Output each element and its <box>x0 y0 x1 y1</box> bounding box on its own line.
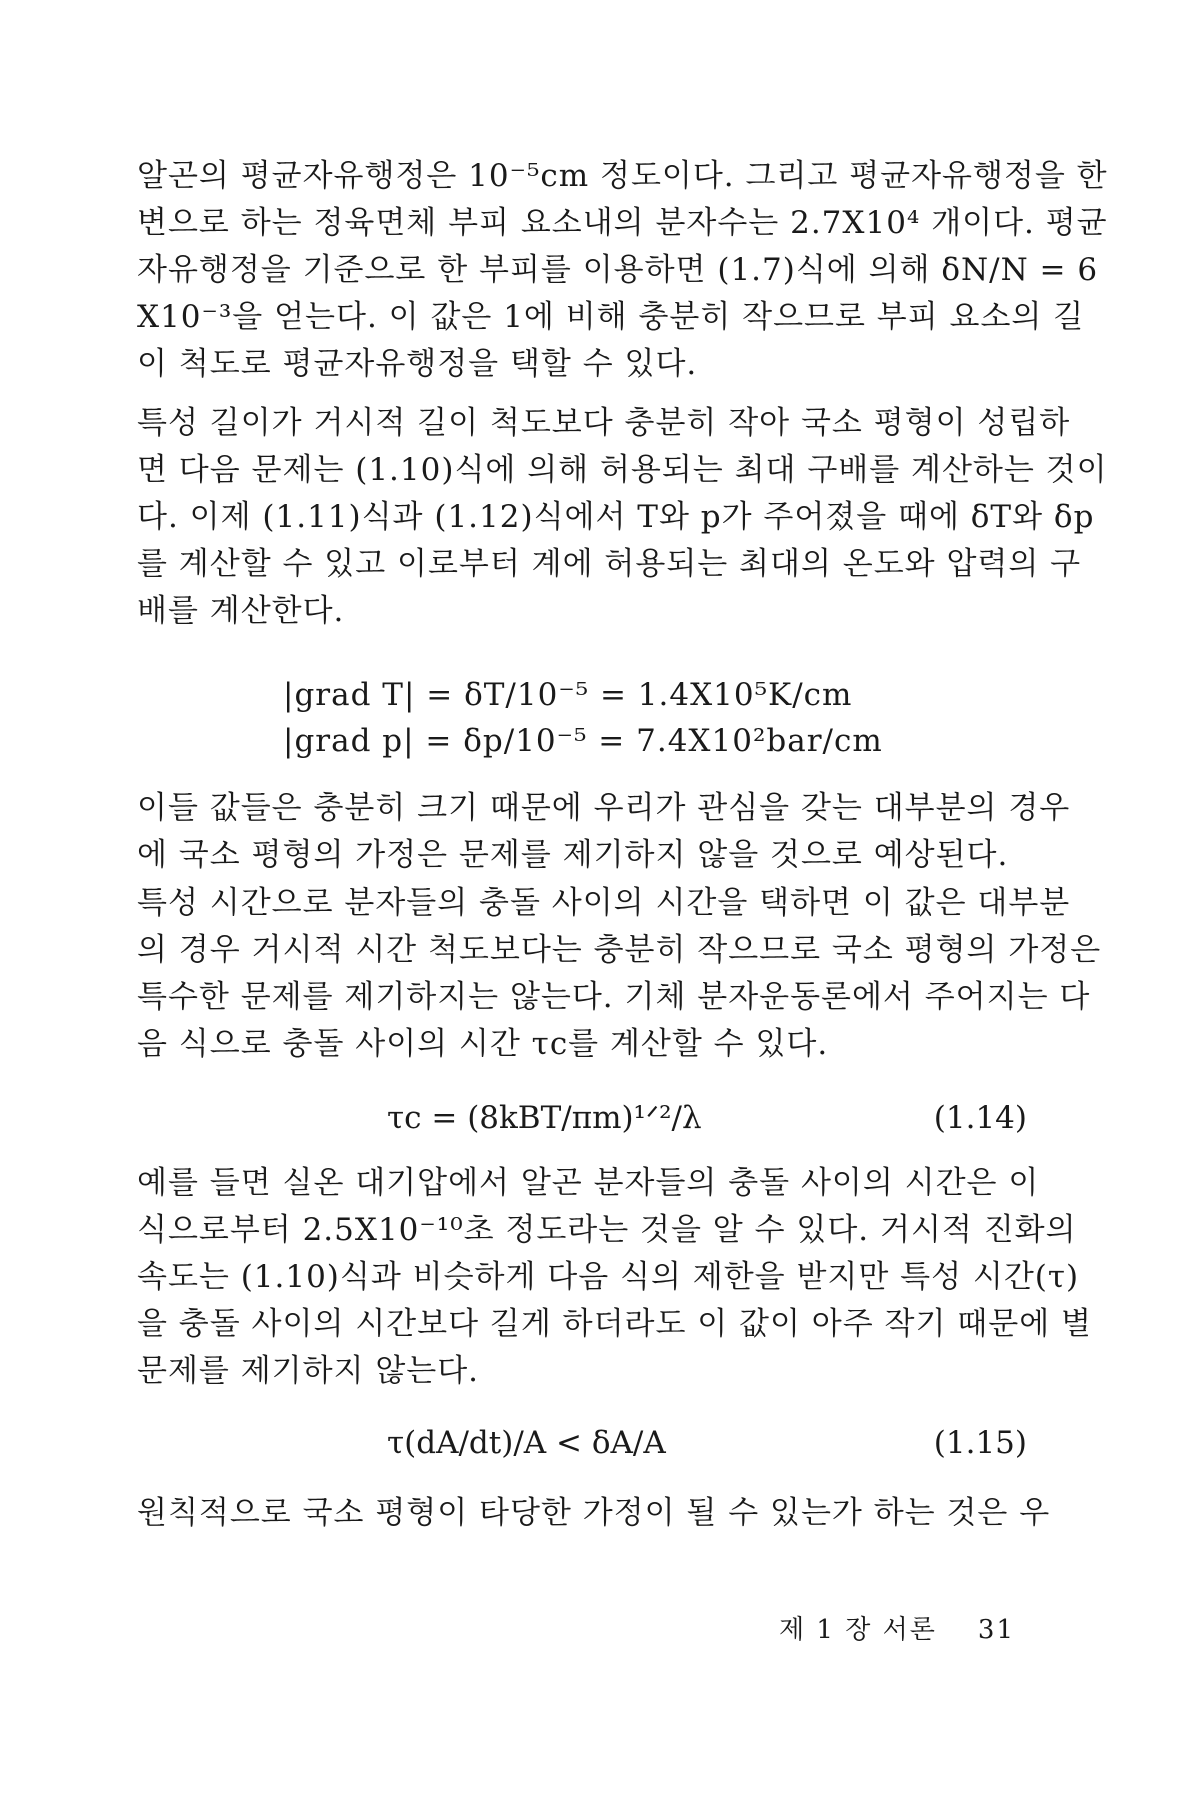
text-line: 을 충돌 사이의 시간보다 길게 하더라도 이 값이 아주 작기 때문에 별 <box>137 1306 1092 1342</box>
paragraph-3 <box>137 785 1071 879</box>
gradient-equations <box>283 672 883 764</box>
paragraph-6 <box>137 1490 1051 1537</box>
text-line: 다. 이제 (1.11)식과 (1.12)식에서 T와 p가 주어졌을 때에 δT와 δp <box>137 499 1095 535</box>
equation-1-14 <box>137 1095 1027 1141</box>
paragraph-1 <box>137 153 1108 388</box>
text-line: 이들 값들은 충분히 크기 때문에 우리가 관심을 갖는 대부분의 경우 <box>137 790 1071 826</box>
chapter-title: 제 1 장 서론 <box>779 1615 937 1645</box>
equation-1-15 <box>137 1420 1027 1466</box>
text-line: X10⁻³을 얻는다. 이 값은 1에 비해 충분히 작으므로 부피 요소의 길 <box>137 299 1085 335</box>
text-line: 문제를 제기하지 않는다. <box>137 1353 480 1389</box>
paragraph-2 <box>137 400 1108 635</box>
equation-text: τc = (8kBT/πm)¹ᐟ²/λ <box>387 1100 702 1136</box>
text-line: 원칙적으로 국소 평형이 타당한 가정이 될 수 있는가 하는 것은 우 <box>137 1495 1051 1531</box>
paragraph-5 <box>137 1160 1092 1395</box>
text-line: 특수한 문제를 제기하지는 않는다. 기체 분자운동론에서 주어지는 다 <box>137 979 1091 1015</box>
text-line: 식으로부터 2.5X10⁻¹⁰초 정도라는 것을 알 수 있다. 거시적 진화의 <box>137 1212 1077 1248</box>
text-line: 이 척도로 평균자유행정을 택할 수 있다. <box>137 346 698 382</box>
text-line: 면 다음 문제는 (1.10)식에 의해 허용되는 최대 구배를 계산하는 것이 <box>137 452 1108 488</box>
page-number: 31 <box>977 1615 1015 1645</box>
text-line: 에 국소 평형의 가정은 문제를 제기하지 않을 것으로 예상된다. <box>137 837 1009 873</box>
text-line: 의 경우 거시적 시간 척도보다는 충분히 작으므로 국소 평형의 가정은 <box>137 932 1102 968</box>
text-line: 알곤의 평균자유행정은 10⁻⁵cm 정도이다. 그리고 평균자유행정을 한 <box>137 158 1108 194</box>
text-line: 배를 계산한다. <box>137 593 345 629</box>
equation-number: (1.15) <box>933 1425 1027 1461</box>
text-line: 특성 시간으로 분자들의 충돌 사이의 시간을 택하면 이 값은 대부분 <box>137 885 1071 921</box>
equation-number: (1.14) <box>933 1100 1027 1136</box>
grad-p-equation: |grad p| = δp/10⁻⁵ = 7.4X10²bar/cm <box>283 723 883 759</box>
text-line: 음 식으로 충돌 사이의 시간 τc를 계산할 수 있다. <box>137 1026 829 1062</box>
text-line: 변으로 하는 정육면체 부피 요소내의 분자수는 2.7X10⁴ 개이다. 평균 <box>137 205 1108 241</box>
page-footer <box>0 1610 1015 1650</box>
text-line: 속도는 (1.10)식과 비슷하게 다음 식의 제한을 받지만 특성 시간(τ) <box>137 1259 1080 1295</box>
paragraph-4 <box>137 880 1102 1068</box>
equation-text: τ(dA/dt)/A < δA/A <box>387 1425 666 1461</box>
text-line: 특성 길이가 거시적 길이 척도보다 충분히 작아 국소 평형이 성립하 <box>137 405 1071 441</box>
text-line: 예를 들면 실온 대기압에서 알곤 분자들의 충돌 사이의 시간은 이 <box>137 1165 1040 1201</box>
grad-t-equation: |grad T| = δT/10⁻⁵ = 1.4X10⁵K/cm <box>283 677 853 713</box>
text-line: 자유행정을 기준으로 한 부피를 이용하면 (1.7)식에 의해 δN/N = 6 <box>137 252 1099 288</box>
text-line: 를 계산할 수 있고 이로부터 계에 허용되는 최대의 온도와 압력의 구 <box>137 546 1082 582</box>
